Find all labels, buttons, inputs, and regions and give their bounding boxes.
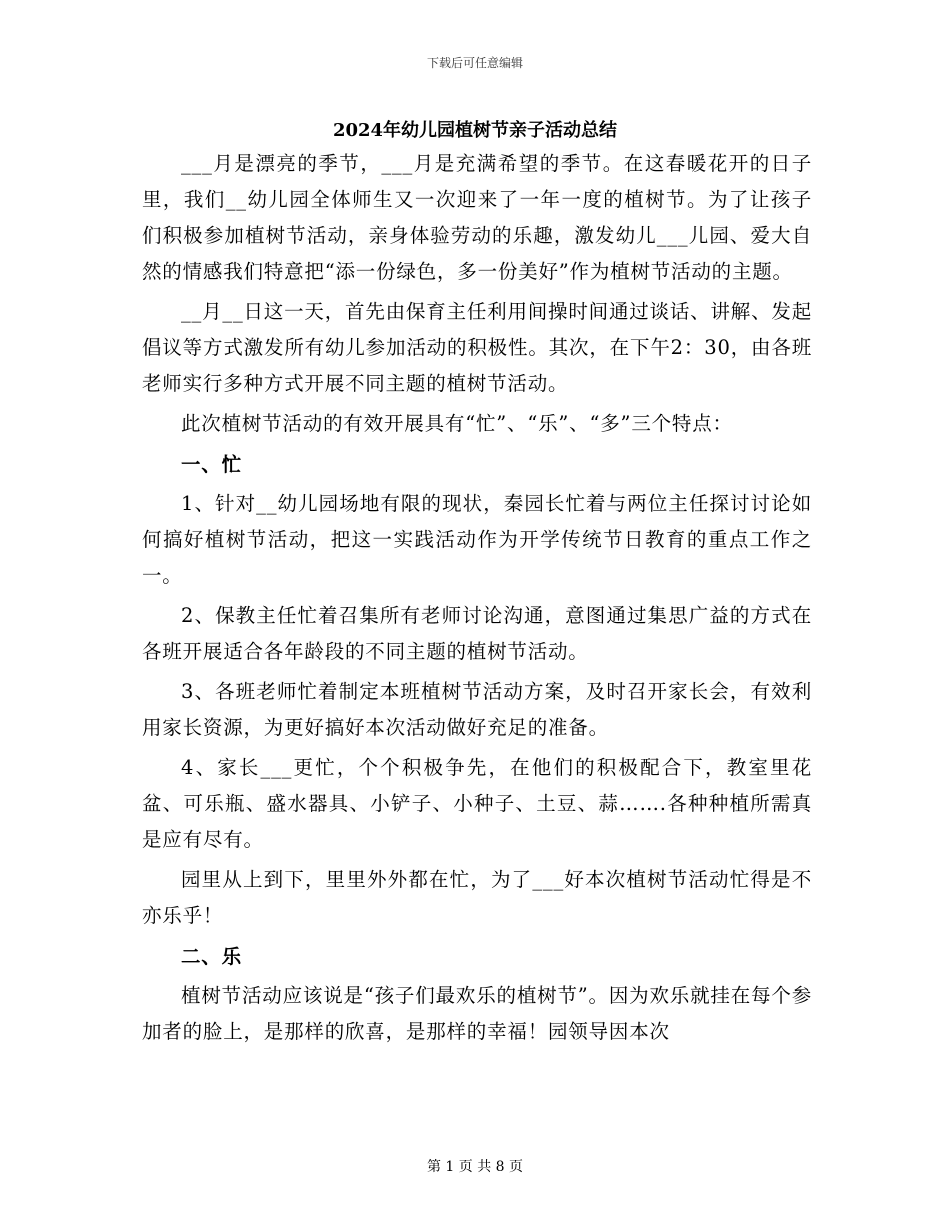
list-item-3: 3、各班老师忙着制定本班植树节活动方案，及时召开家长会，有效利用家长资源，为更好搞好本次活动做好充足的准备。 xyxy=(142,680,812,739)
document-body xyxy=(142,146,812,1050)
paragraph-features: 此次植树节活动的有效开展具有“忙”、“乐”、“多”三个特点： xyxy=(181,412,733,435)
document-title: 2024年幼儿园植树节亲子活动总结 xyxy=(332,120,618,141)
list-item-1: 1、针对__幼儿园场地有限的现状，秦园长忙着与两位主任探讨讨论如何搞好植树节活动，把这一实践活动作为开学传统节日教育的重点工作之一。 xyxy=(142,492,812,587)
list-item-2: 2、保教主任忙着召集所有老师讨论沟通，意图通过集思广益的方式在各班开展适合各年龄段的不同主题的植树节活动。 xyxy=(142,604,812,663)
list-item-4: 4、家长___更忙，个个积极争先，在他们的积极配合下，教室里花盆、可乐瓶、盛水器具、小铲子、小种子、土豆、蒜…….各种种植所需真是应有尽有。 xyxy=(142,756,812,851)
section-heading-busy: 一、忙 xyxy=(181,453,242,476)
page-header-note: 下载后可任意编辑 xyxy=(426,56,523,70)
paragraph-intro: ___月是漂亮的季节，___月是充满希望的季节。在这春暖花开的日子里，我们__幼儿园全体师生又一次迎来了一年一度的植树节。为了让孩子们积极参加植树节活动，亲身体验劳动的乐趣，激发幼儿___儿园、爱大自然的情感我们特意把“添一份绿色，多一份美好”作为植树节活动的主题。 xyxy=(142,152,812,283)
page-number-footer: 第 1 页 共 8 页 xyxy=(426,1159,524,1175)
section-heading-joy: 二、乐 xyxy=(181,945,242,968)
paragraph-schedule: __月__日这一天，首先由保育主任利用间操时间通过谈话、讲解、发起倡议等方式激发所有幼儿参加活动的积极性。其次，在下午2：30，由各班老师实行多种方式开展不同主题的植树节活动。 xyxy=(142,300,812,395)
paragraph-busy-summary: 园里从上到下，里里外外都在忙，为了___好本次植树节活动忙得是不亦乐乎！ xyxy=(142,868,812,927)
paragraph-joy: 植树节活动应该说是“孩子们最欢乐的植树节”。因为欢乐就挂在每个参加者的脸上，是那样的欣喜，是那样的幸福！园领导因本次 xyxy=(142,984,812,1043)
